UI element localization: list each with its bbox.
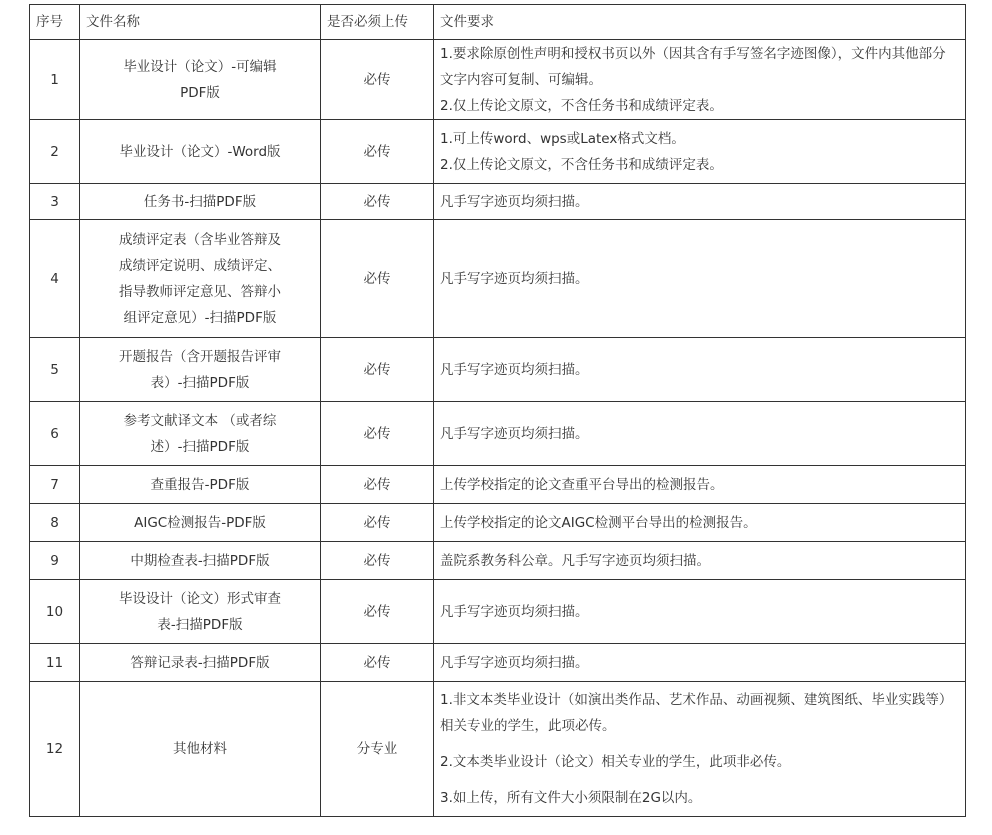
file-requirement-cell <box>434 466 966 504</box>
serial-number-cell: 1 <box>30 40 80 120</box>
requirement-line: 凡手写字迹页均须扫描。 <box>440 193 589 210</box>
file-requirement-cell <box>434 580 966 644</box>
requirement-line: 2.仅上传论文原文，不含任务书和成绩评定表。 <box>440 97 723 114</box>
serial-number-cell: 8 <box>30 504 80 542</box>
table-row <box>30 644 966 682</box>
file-name-line: 指导教师评定意见、答辩小 <box>119 283 281 300</box>
file-requirement-cell <box>434 220 966 338</box>
requirement-line: 相关专业的学生，此项必传。 <box>440 718 616 734</box>
serial-number-cell: 2 <box>30 120 80 184</box>
file-name-line: 成绩评定表（含毕业答辩及 <box>119 231 281 248</box>
serial-number-cell: 12 <box>30 682 80 817</box>
required-upload-cell: 必传 <box>321 504 434 542</box>
file-name-cell <box>80 644 321 682</box>
file-requirement-cell <box>434 542 966 580</box>
file-name-line: 毕设设计（论文）形式审查 <box>119 590 281 607</box>
file-name-cell <box>80 542 321 580</box>
requirement-line: 文字内容可复制、可编辑。 <box>440 71 602 88</box>
header-row <box>30 5 966 40</box>
file-name-line: 述）-扫描PDF版 <box>150 438 250 455</box>
required-upload-cell: 必传 <box>321 338 434 402</box>
file-name-cell <box>80 220 321 338</box>
header-serial-number: 序号 <box>30 5 80 40</box>
upload-requirements-table <box>29 4 966 817</box>
requirement-line: 2.文本类毕业设计（论文）相关专业的学生，此项非必传。 <box>440 754 791 770</box>
table-body <box>30 40 966 817</box>
requirement-line: 凡手写字迹页均须扫描。 <box>440 654 589 671</box>
file-name-cell <box>80 40 321 120</box>
file-requirement-cell <box>434 402 966 466</box>
table-row <box>30 402 966 466</box>
file-name-line: 表-扫描PDF版 <box>157 616 243 633</box>
table-row <box>30 542 966 580</box>
serial-number-cell: 6 <box>30 402 80 466</box>
file-name-line: 表）-扫描PDF版 <box>150 374 250 391</box>
requirement-line: 凡手写字迹页均须扫描。 <box>440 425 589 442</box>
requirement-spacer <box>440 739 959 749</box>
table-row <box>30 40 966 120</box>
table-row <box>30 580 966 644</box>
requirement-line: 凡手写字迹页均须扫描。 <box>440 361 589 378</box>
requirement-line: 凡手写字迹页均须扫描。 <box>440 603 589 620</box>
table-row <box>30 184 966 220</box>
required-upload-cell: 必传 <box>321 220 434 338</box>
file-name-line: 组评定意见）-扫描PDF版 <box>123 309 277 326</box>
file-name-line: 中期检查表-扫描PDF版 <box>130 552 270 569</box>
file-name-cell <box>80 402 321 466</box>
serial-number-cell: 7 <box>30 466 80 504</box>
required-upload-cell: 必传 <box>321 120 434 184</box>
file-requirement-cell <box>434 40 966 120</box>
file-name-cell <box>80 682 321 817</box>
file-name-cell <box>80 184 321 220</box>
table-row <box>30 120 966 184</box>
file-requirement-cell <box>434 338 966 402</box>
header-required-upload: 是否必须上传 <box>321 5 434 40</box>
requirement-line: 上传学校指定的论文AIGC检测平台导出的检测报告。 <box>440 514 757 531</box>
file-name-line: 开题报告（含开题报告评审 <box>119 348 281 365</box>
file-name-cell <box>80 580 321 644</box>
file-name-line: AIGC检测报告-PDF版 <box>134 514 266 531</box>
requirement-line: 3.如上传，所有文件大小须限制在2G以内。 <box>440 790 702 806</box>
file-name-line: 查重报告-PDF版 <box>150 476 250 493</box>
file-name-line: 参考文献译文本 （或者综 <box>123 412 277 429</box>
requirement-line: 1.要求除原创性声明和授权书页以外（因其含有手写签名字迹图像），文件内其他部分 <box>440 45 946 62</box>
required-upload-cell: 必传 <box>321 580 434 644</box>
required-upload-cell: 必传 <box>321 644 434 682</box>
file-name-line: 任务书-扫描PDF版 <box>143 193 257 210</box>
file-name-line: 毕业设计（论文）-可编辑 <box>123 58 277 75</box>
required-upload-cell: 必传 <box>321 542 434 580</box>
serial-number-cell: 10 <box>30 580 80 644</box>
serial-number-cell: 9 <box>30 542 80 580</box>
file-requirement-cell <box>434 504 966 542</box>
required-upload-cell: 必传 <box>321 466 434 504</box>
file-name-line: 毕业设计（论文）-Word版 <box>119 143 281 160</box>
serial-number-cell: 4 <box>30 220 80 338</box>
file-requirement-cell <box>434 120 966 184</box>
table-row <box>30 220 966 338</box>
file-name-cell <box>80 120 321 184</box>
requirement-line: 1.可上传word、wps或Latex格式文档。 <box>440 130 685 147</box>
file-requirement-cell <box>434 644 966 682</box>
serial-number-cell: 5 <box>30 338 80 402</box>
file-requirement-cell <box>434 682 966 817</box>
file-name-line: 其他材料 <box>173 741 227 757</box>
file-name-line: 成绩评定说明、成绩评定、 <box>119 257 281 274</box>
file-name-line: PDF版 <box>180 84 220 101</box>
requirement-line: 盖院系教务科公章。凡手写字迹页均须扫描。 <box>440 552 710 569</box>
serial-number-cell: 3 <box>30 184 80 220</box>
table-row <box>30 504 966 542</box>
file-name-line: 答辩记录表-扫描PDF版 <box>130 654 270 671</box>
requirement-line: 上传学校指定的论文查重平台导出的检测报告。 <box>440 476 724 493</box>
requirement-spacer <box>440 775 959 785</box>
table-header <box>30 5 966 40</box>
file-name-cell <box>80 338 321 402</box>
required-upload-cell: 必传 <box>321 184 434 220</box>
requirement-line: 凡手写字迹页均须扫描。 <box>440 270 589 287</box>
header-file-requirement: 文件要求 <box>434 5 966 40</box>
required-upload-cell: 分专业 <box>321 682 434 817</box>
requirement-line: 2.仅上传论文原文，不含任务书和成绩评定表。 <box>440 156 723 173</box>
table-row <box>30 466 966 504</box>
required-upload-cell: 必传 <box>321 402 434 466</box>
table-row <box>30 338 966 402</box>
table-row <box>30 682 966 817</box>
requirement-line: 1.非文本类毕业设计（如演出类作品、艺术作品、动画视频、建筑图纸、毕业实践等） <box>440 692 953 708</box>
serial-number-cell: 11 <box>30 644 80 682</box>
header-file-name: 文件名称 <box>80 5 321 40</box>
required-upload-cell: 必传 <box>321 40 434 120</box>
file-name-cell <box>80 504 321 542</box>
file-requirement-cell <box>434 184 966 220</box>
file-name-cell <box>80 466 321 504</box>
